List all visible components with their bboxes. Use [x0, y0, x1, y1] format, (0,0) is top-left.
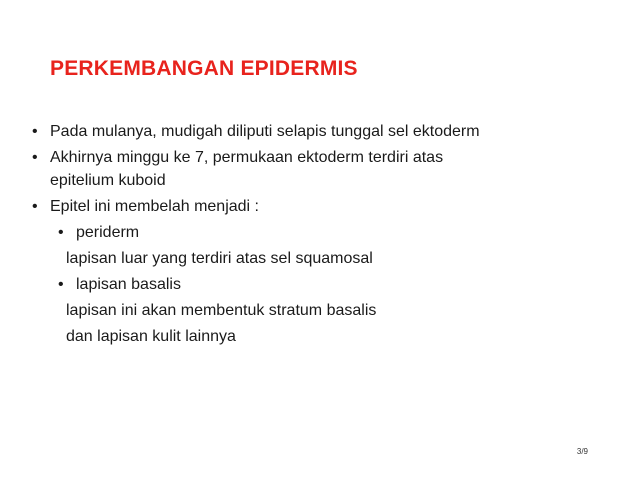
bullet-text: Pada mulanya, mudigah diliputi selapis tunggal sel ektoderm	[50, 123, 480, 140]
sub-bullet-text: lapisan basalis	[76, 276, 181, 293]
bullet-dot: •	[58, 276, 64, 293]
bullet-text: Akhirnya minggu ke 7, permukaan ektoderm terdiri atas	[50, 149, 444, 166]
sub-bullet-text: periderm	[76, 224, 140, 241]
description-line: lapisan ini akan membentuk stratum basalis	[66, 302, 377, 319]
bullet-item	[30, 195, 610, 218]
bullet-dot: •	[32, 123, 38, 140]
slide-content	[30, 120, 610, 351]
page-number: 3/9	[576, 447, 588, 456]
description-line: dan lapisan kulit lainnya	[66, 328, 236, 345]
bullet-item	[30, 146, 610, 192]
description-line: lapisan luar yang terdiri atas sel squamosal	[66, 250, 373, 267]
bullet-dot: •	[32, 198, 38, 215]
bullet-text-continued: epitelium kuboid	[50, 172, 166, 189]
bullet-item	[30, 120, 610, 143]
bullet-dot: •	[32, 149, 38, 166]
bullet-dot: •	[58, 224, 64, 241]
sub-bullet-item	[30, 221, 610, 244]
bullet-text: Epitel ini membelah menjadi :	[50, 198, 259, 215]
sub-bullet-item	[30, 273, 610, 296]
slide-title: PERKEMBANGAN EPIDERMIS	[50, 57, 358, 80]
